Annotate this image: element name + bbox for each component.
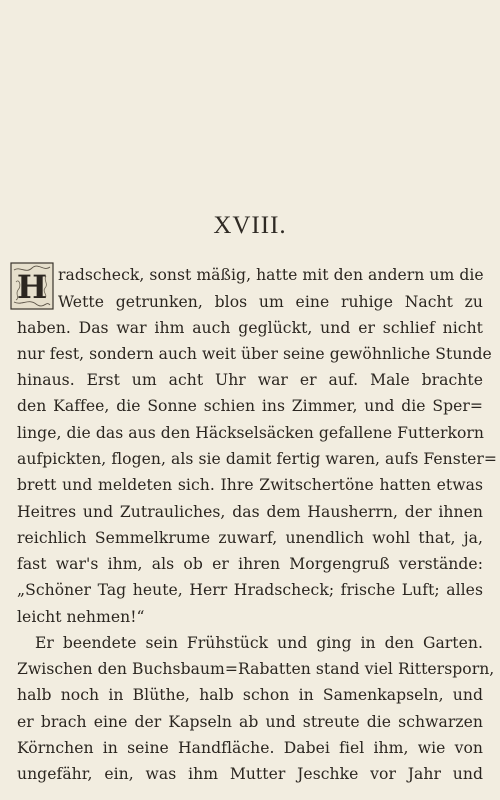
- text-line: den Kaffee, die Sonne schien ins Zimmer, und die Sper=: [17, 397, 483, 415]
- text-line: brett und meldeten sich. Ihre Zwitschertöne hatten etwas: [17, 476, 483, 494]
- text-line: halb noch in Blüthe, halb schon in Samenkapseln, und: [17, 686, 483, 704]
- text-line: Körnchen in seine Handfläche. Dabei fiel ihm, wie von: [17, 739, 483, 757]
- text-line: reichlich Semmelkrume zuwarf, unendlich wohl that, ja,: [17, 529, 483, 547]
- text-line: nur fest, sondern auch weit über seine gewöhnliche Stunde: [17, 345, 492, 363]
- text-line: radscheck, sonst mäßig, hatte mit den andern um die: [58, 266, 484, 284]
- text-line: linge, die das aus den Häckselsäcken gefallene Futterkorn: [17, 424, 485, 442]
- chapter-heading: XVIII.: [213, 212, 287, 239]
- text-line: Zwischen den Buchsbaum=Rabatten stand viel Rittersporn,: [17, 660, 495, 678]
- text-line: fast war's ihm, als ob er ihren Morgengruß verstände:: [17, 555, 483, 573]
- dropcap-letter: H: [16, 268, 48, 306]
- text-line: haben. Das war ihm auch geglückt, und er schlief nicht: [17, 319, 483, 337]
- ornamental-initial-h: [10, 262, 54, 310]
- text-line: Wette getrunken, blos um eine ruhige Nacht zu: [58, 293, 483, 311]
- text-line: Er beendete sein Frühstück und ging in den Garten.: [35, 634, 483, 652]
- text-line: leicht nehmen!“: [17, 608, 145, 626]
- text-line: ungefähr, ein, was ihm Mutter Jeschke vor Jahr und: [17, 765, 483, 783]
- text-line: „Schöner Tag heute, Herr Hradscheck; frische Luft; alles: [17, 581, 483, 599]
- text-line: er brach eine der Kapseln ab und streute die schwarzen: [17, 713, 483, 731]
- text-line: aufpickten, flogen, als sie damit fertig waren, aufs Fenster=: [17, 450, 498, 468]
- text-line: hinaus. Erst um acht Uhr war er auf. Male brachte: [17, 371, 483, 389]
- text-line: Heitres und Zutrauliches, das dem Hausherrn, der ihnen: [17, 503, 483, 521]
